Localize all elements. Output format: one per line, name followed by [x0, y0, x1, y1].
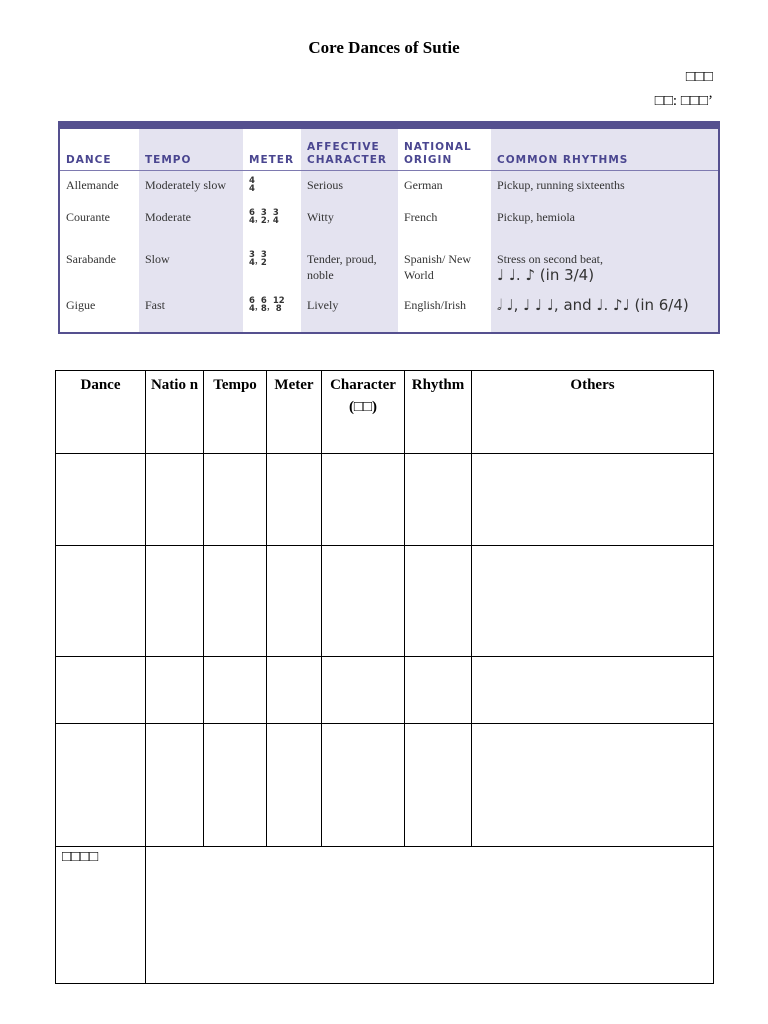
- ref-character: Tender, proud, noble: [301, 245, 398, 291]
- ref-col-rhythms: COMMON RHYTHMS: [491, 129, 718, 171]
- cell-meter[interactable]: [267, 454, 322, 546]
- cell-character[interactable]: [322, 454, 405, 546]
- cell-rhythm[interactable]: [405, 546, 472, 657]
- cell-others[interactable]: [472, 724, 714, 847]
- ref-origin: English/Irish: [404, 298, 466, 312]
- reference-row: [60, 203, 718, 245]
- rhythm-notation: 𝅗𝅥 ♩, ♩ ♩ ♩, and ♩. ♪♩ (in 6/4): [497, 296, 689, 314]
- worksheet-footer-row: [56, 847, 714, 984]
- worksheet-row: [56, 724, 714, 847]
- meter-fraction: 3 2: [260, 250, 267, 268]
- cell-meter[interactable]: [267, 724, 322, 847]
- ref-col-tempo: TEMPO: [139, 129, 243, 171]
- ref-tempo: Fast: [139, 291, 243, 334]
- ref-rhythms-text: Stress on second beat,: [497, 252, 603, 266]
- ref-dance: Gigue: [66, 298, 96, 312]
- cell-dance[interactable]: [56, 546, 146, 657]
- reference-row: [60, 245, 718, 291]
- cell-meter[interactable]: [267, 546, 322, 657]
- reference-row: [60, 291, 718, 334]
- worksheet-row: [56, 546, 714, 657]
- reference-dance-table: [58, 121, 720, 334]
- ref-character: Lively: [301, 291, 398, 334]
- cell-tempo[interactable]: [204, 724, 267, 847]
- ref-character: Witty: [301, 203, 398, 245]
- cell-tempo[interactable]: [204, 657, 267, 724]
- header-name: □□□: [685, 69, 713, 85]
- col-meter: Meter: [267, 371, 322, 454]
- cell-dance[interactable]: [56, 454, 146, 546]
- meter-fraction: 6 4: [249, 296, 255, 314]
- worksheet-header-row: [56, 371, 714, 454]
- page-title: Core Dances of Sutie: [308, 38, 460, 57]
- ref-character: Serious: [301, 171, 398, 204]
- ref-col-dance: DANCE: [60, 129, 139, 171]
- col-rhythm: Rhythm: [405, 371, 472, 454]
- ref-col-character: AFFECTIVE CHARACTER: [301, 129, 398, 171]
- col-others: Others: [472, 371, 714, 454]
- meter-fraction: 12 8: [272, 296, 285, 314]
- cell-dance[interactable]: [56, 724, 146, 847]
- meter-fraction: 4 4: [249, 176, 255, 194]
- ref-rhythms: [491, 245, 718, 291]
- cell-tempo[interactable]: [204, 546, 267, 657]
- cell-others[interactable]: [472, 657, 714, 724]
- meter-fraction: 3 4: [272, 208, 279, 226]
- ref-meter: 6 4 , 6 8 , 12 8: [249, 296, 285, 314]
- worksheet-row: [56, 657, 714, 724]
- ref-dance: Courante: [66, 210, 110, 224]
- ref-tempo: Moderately slow: [139, 171, 243, 204]
- ref-tempo: Slow: [139, 245, 243, 291]
- ref-rhythms: [491, 291, 718, 334]
- ref-origin: French: [404, 210, 438, 224]
- meter-fraction: 3 4: [249, 250, 255, 268]
- worksheet-row: [56, 454, 714, 546]
- ref-rhythms: Pickup, hemiola: [491, 203, 718, 245]
- meter-fraction: 6 8: [260, 296, 267, 314]
- col-tempo: Tempo: [204, 371, 267, 454]
- col-dance: Dance: [56, 371, 146, 454]
- header-class: □□: □□□’: [654, 93, 713, 109]
- ref-dance: Allemande: [66, 178, 119, 192]
- cell-character[interactable]: [322, 546, 405, 657]
- cell-nation[interactable]: [146, 657, 204, 724]
- cell-rhythm[interactable]: [405, 724, 472, 847]
- worksheet-table: [55, 370, 714, 984]
- col-character: Character (□□): [322, 371, 405, 454]
- ref-col-meter: METER: [243, 129, 301, 171]
- cell-meter[interactable]: [267, 657, 322, 724]
- cell-others[interactable]: [472, 546, 714, 657]
- ref-col-origin: NATIONAL ORIGIN: [398, 129, 491, 171]
- rhythm-notation: ♩ ♩. ♪ (in 3/4): [497, 266, 595, 284]
- ref-meter: 3 4 , 3 2: [249, 250, 267, 268]
- col-nation: Natio n: [146, 371, 204, 454]
- meter-fraction: 3 2: [260, 208, 267, 226]
- ref-meter: 6 4 , 3 2 , 3 4: [249, 208, 279, 226]
- ref-origin: Spanish/ New World: [404, 252, 471, 282]
- cell-rhythm[interactable]: [405, 454, 472, 546]
- ref-rhythms: Pickup, running sixteenths: [491, 171, 718, 204]
- ref-dance: Sarabande: [66, 252, 116, 266]
- footer-label: □□□□: [56, 847, 146, 984]
- cell-rhythm[interactable]: [405, 657, 472, 724]
- ref-meter: [243, 171, 301, 204]
- reference-header-row: [60, 129, 718, 171]
- cell-nation[interactable]: [146, 724, 204, 847]
- footer-notes-cell[interactable]: [146, 847, 714, 984]
- ref-tempo: Moderate: [139, 203, 243, 245]
- cell-nation[interactable]: [146, 454, 204, 546]
- meter-fraction: 6 4: [249, 208, 255, 226]
- cell-tempo[interactable]: [204, 454, 267, 546]
- cell-others[interactable]: [472, 454, 714, 546]
- cell-character[interactable]: [322, 724, 405, 847]
- reference-row: [60, 171, 718, 204]
- cell-dance[interactable]: [56, 657, 146, 724]
- cell-nation[interactable]: [146, 546, 204, 657]
- cell-character[interactable]: [322, 657, 405, 724]
- ref-origin: German: [404, 178, 443, 192]
